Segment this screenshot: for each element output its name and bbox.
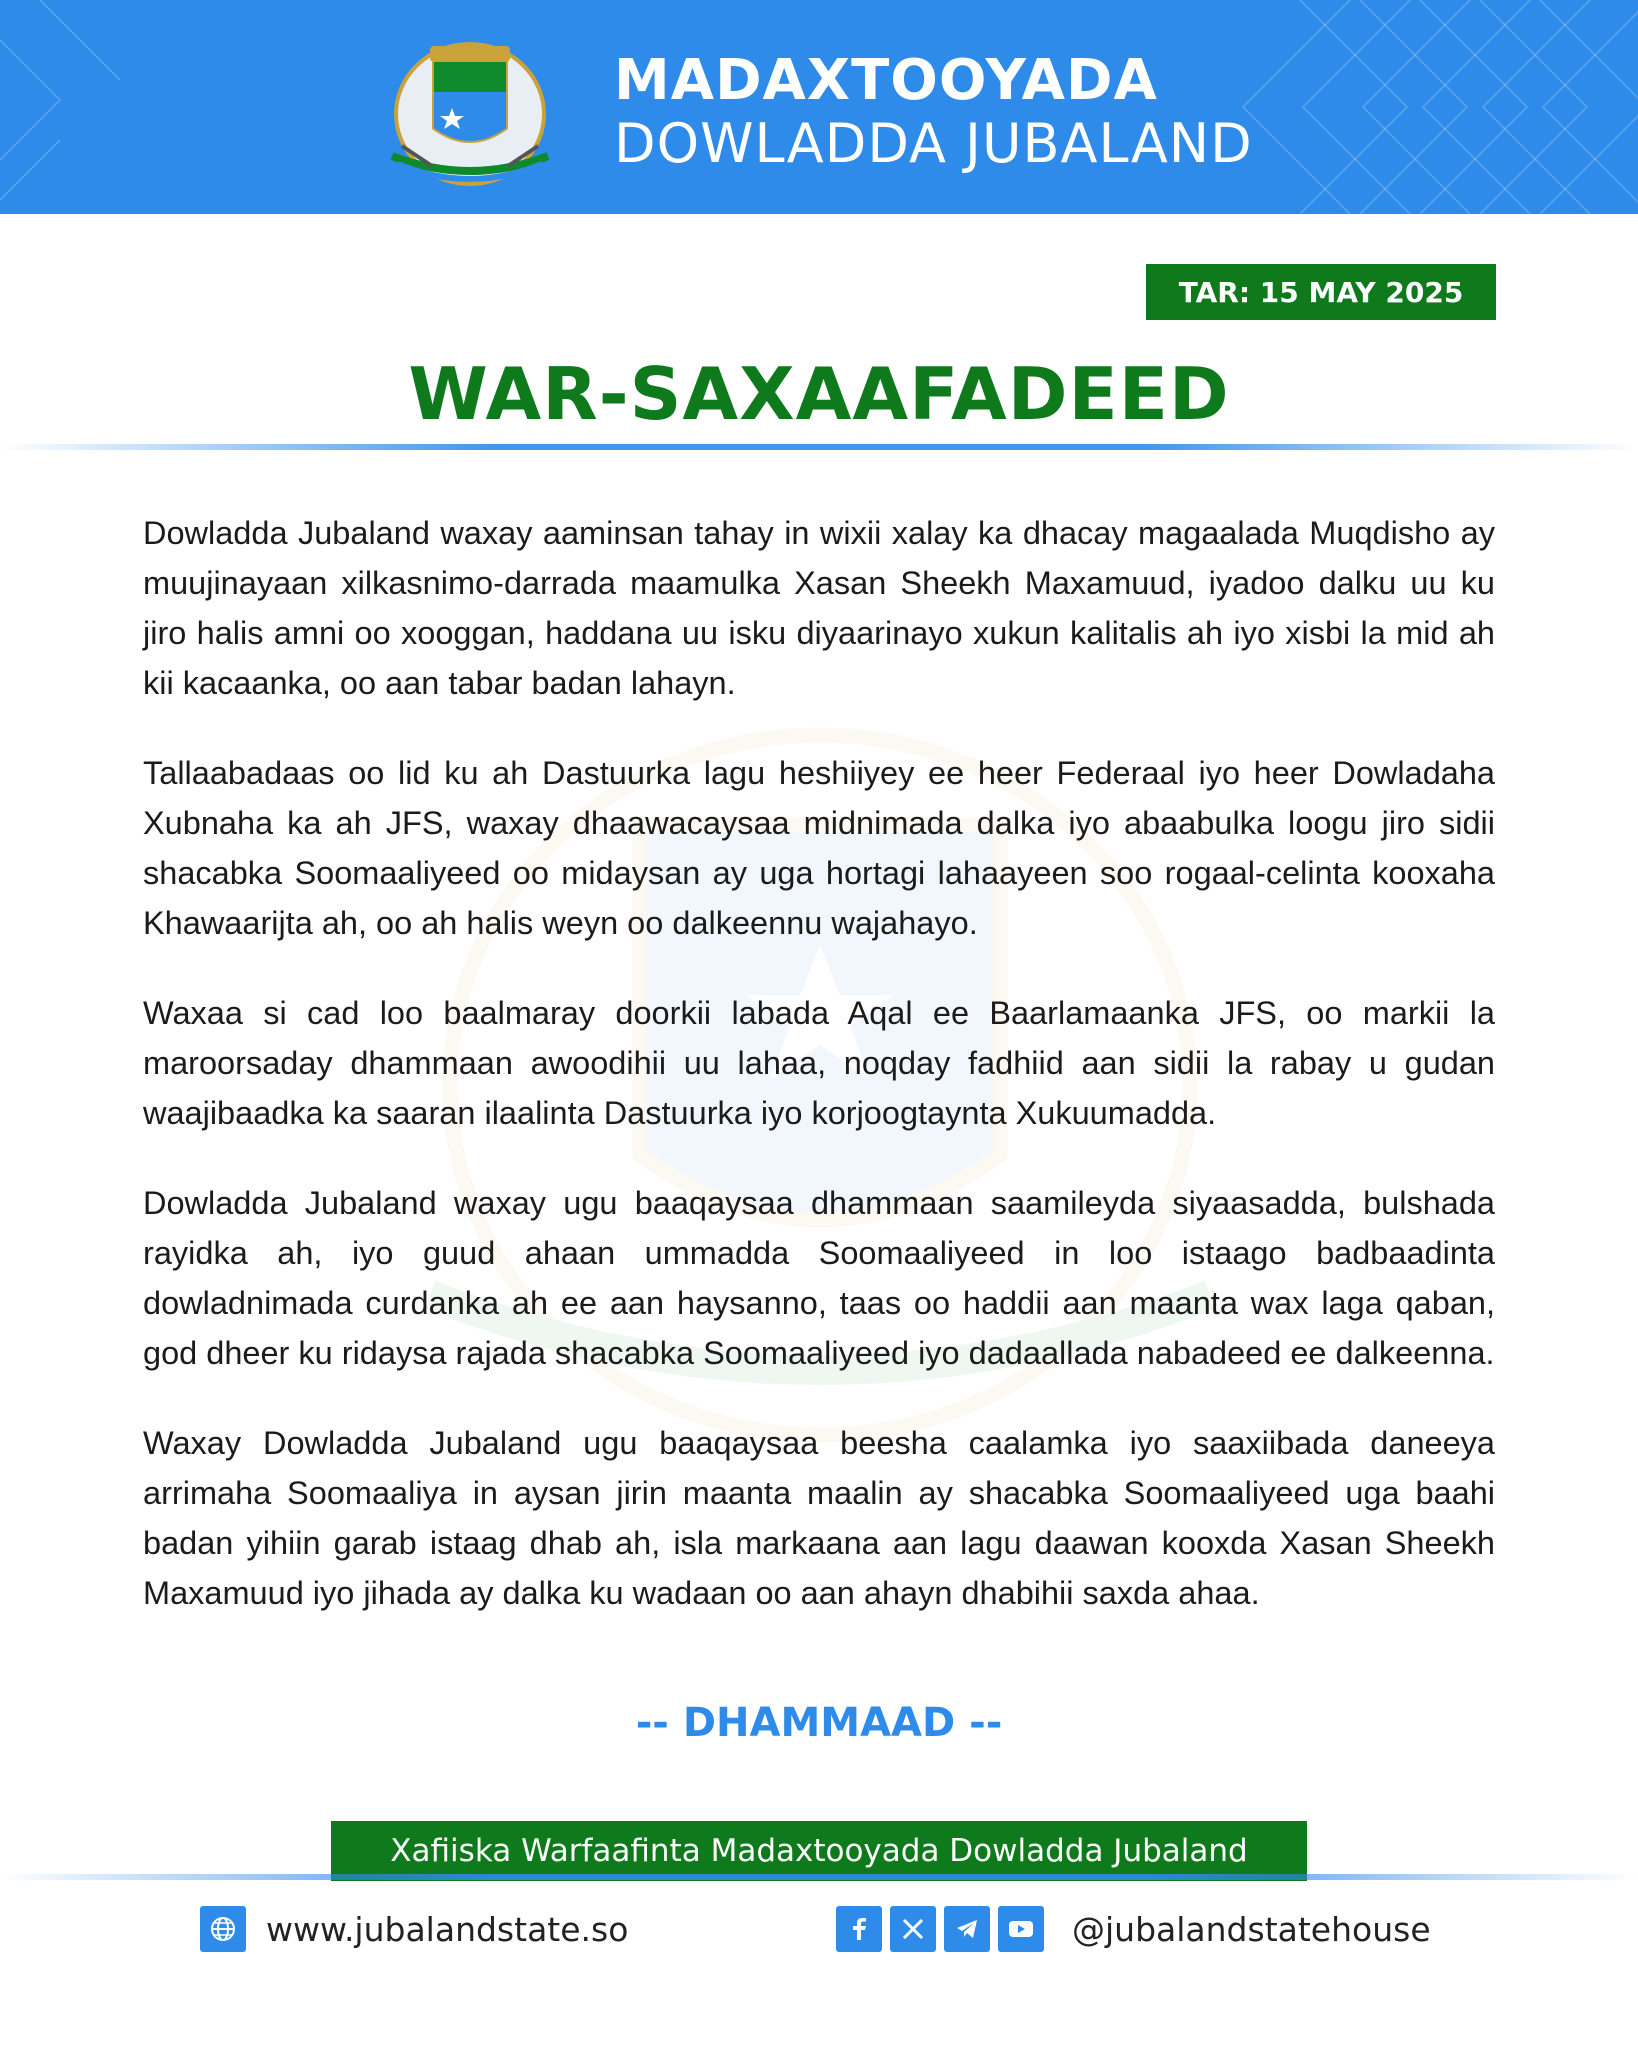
paragraph-2: Tallaabadaas oo lid ku ah Dastuurka lagu heshiiyey ee heer Federaal iyo heer Dowladaha Xubnaha ka ah JFS, waxay dhaawacaysaa midnimada dalka iyo abaabulka loogu jiro sidii shacabka Soomaaliyeed oo midaysan ay uga hortagi lahaayeen soo rogaal-celinta kooxaha Khawaarijta ah, oo ah halis weyn oo dalkeennu wajahayo.: [143, 755, 1495, 941]
youtube-icon[interactable]: [998, 1906, 1044, 1952]
telegram-icon[interactable]: [944, 1906, 990, 1952]
header-banner: [0, 0, 1638, 214]
globe-icon: [200, 1906, 246, 1952]
page-title: WAR-SAXAAFADEED: [408, 352, 1230, 436]
footer-divider: [0, 1874, 1638, 1880]
header-title-line2: DOWLADDA JUBALAND: [614, 112, 1253, 175]
office-banner: Xafiiska Warfaafinta Madaxtooyada Dowladda Jubaland: [331, 1821, 1307, 1881]
website-link[interactable]: www.jubalandstate.so: [266, 1909, 629, 1949]
x-icon[interactable]: [890, 1906, 936, 1952]
header-title-line1: MADAXTOOYADA: [614, 48, 1158, 113]
title-divider: [0, 444, 1638, 450]
ending-label: -- DHAMMAAD --: [635, 1700, 1003, 1746]
social-handle[interactable]: @jubalandstatehouse: [1072, 1909, 1431, 1949]
press-release-body: [143, 508, 1495, 1658]
paragraph-1: Dowladda Jubaland waxay aaminsan tahay in wixii xalay ka dhacay magaalada Muqdisho ay muujinayaan xilkasnimo-darrada maamulka Xasan Sheekh Maxamuud, iyadoo dalku uu ku jiro halis amni oo xooggan, haddana uu isku diyaarinayo xukun kalitalis ah iyo xisbi la mid ah kii kacaanka, oo aan tabar badan lahayn.: [143, 515, 1495, 701]
paragraph-4: Dowladda Jubaland waxay ugu baaqaysaa dhammaan saamileyda siyaasadda, bulshada rayidka ah, iyo guud ahaan ummadda Soomaaliyeed in loo istaago badbaadinta dowladnimada curdanka ah ee aan haysanno, taas oo haddii aan maanta wax laga qaban, god dheer ku ridaysa rajada shacabka Soomaaliyeed iyo dadaallada nabadeed ee dalkeenna.: [143, 1185, 1495, 1371]
facebook-icon[interactable]: [836, 1906, 882, 1952]
date-badge: TAR: 15 MAY 2025: [1146, 264, 1496, 320]
footer-social: [836, 1905, 1431, 1953]
paragraph-3: Waxaa si cad loo baalmaray doorkii labada Aqal ee Baarlamaanka JFS, oo markii la maroorsaday dhammaan awoodihii uu lahaa, noqday fadhiid aan sidii la rabay u gudan waajibaadka ka saaran ilaalinta Dastuurka iyo korjoogtaynta Xukuumadda.: [143, 995, 1495, 1131]
jubaland-emblem: [372, 36, 568, 186]
footer-website[interactable]: [200, 1905, 628, 1953]
paragraph-5: Waxay Dowladda Jubaland ugu baaqaysaa beesha caalamka iyo saaxiibada daneeya arrimaha Soomaaliya in aysan jirin maanta maalin ay shacabka Soomaaliyeed uga baahi badan yihiin garab istaag dhab ah, isla markaana aan lagu daawan kooxda Xasan Sheekh Maxamuud iyo jihada ay dalka ku wadaan oo aan ahayn dhabihii saxda ahaa.: [143, 1425, 1495, 1611]
